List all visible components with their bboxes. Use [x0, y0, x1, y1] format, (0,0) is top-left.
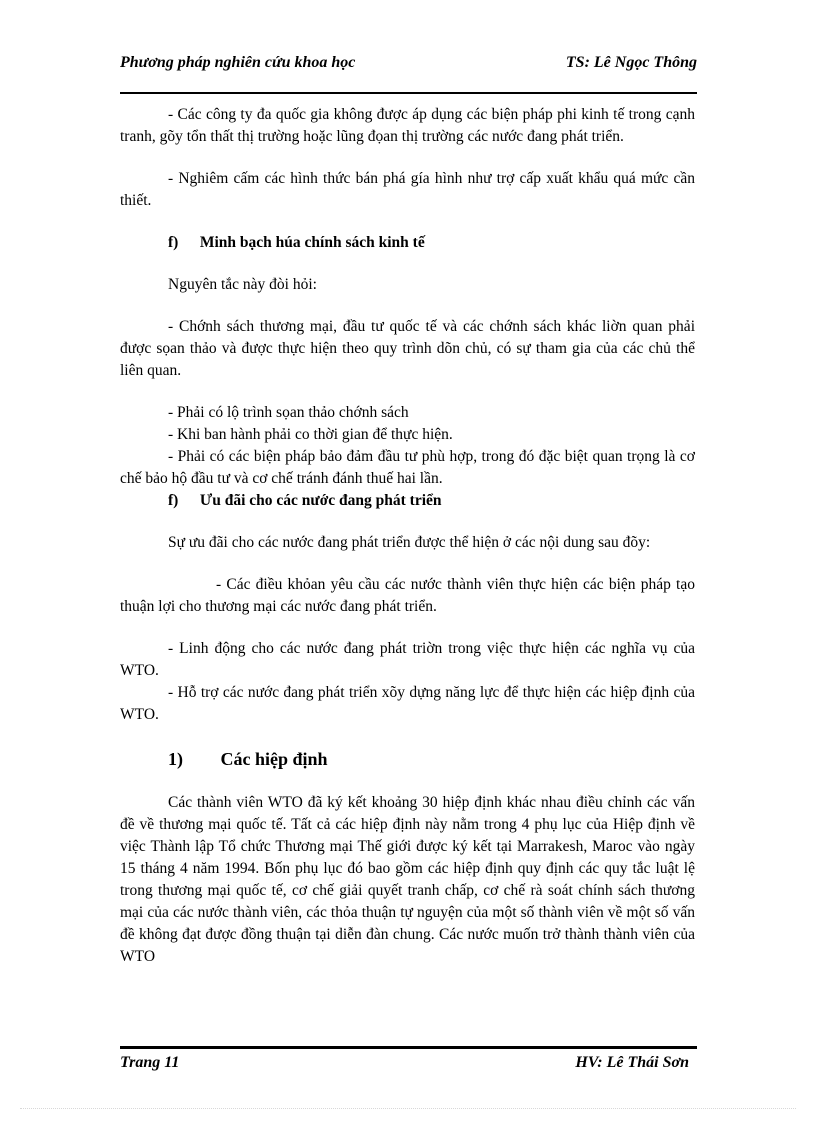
heading-transparency	[120, 232, 695, 254]
paragraph-preferences-intro: Sự ưu đãi cho các nước đang phát triển được thể hiện ở các nội dung sau đõy:	[168, 534, 651, 551]
section-heading-agreements	[120, 746, 695, 772]
header-course-title: Phương pháp nghiên cứu khoa học	[120, 54, 356, 71]
paragraph-wto-agreements: Các thành viên WTO đã ký kết khoảng 30 hiệp định khác nhau điều chỉnh các vấn đề về thương mại quốc tế. Tất cả các hiệp định này nằm trong 4 phụ lục của Hiệp định về việc Thành lập Tổ chức Thương mại Thế giới được ký kết tại Marrakesh, Maroc vào ngày 15 tháng 4 năm 1994. Bốn phụ lục đó bao gồm các hiệp định quy định các quy tắc luật lệ trong thương mại quốc tế, cơ chế giải quyết tranh chấp, cơ chế rà soát chính sách thương mại của các nước thành viên, các thỏa thuận tự nguyện của một số thành viên về một số vấn đề không đạt được đồng thuận tại diễn đàn chung. Các nước muốn trở thành thành viên của WTO	[120, 794, 695, 965]
header-author: TS: Lê Ngọc Thông	[565, 54, 697, 71]
paragraph-time-to-implement: - Khi ban hành phải co thời gian để thực hiện.	[168, 426, 453, 443]
page-header	[120, 50, 697, 80]
footer-page-number: Trang 11	[120, 1054, 180, 1071]
heading-developing-text: Ưu đãi cho các nước đang phát triển	[199, 492, 442, 509]
paragraph-trade-policy: - Chớnh sách thương mại, đầu tư quốc tế và các chớnh sách khác liờn quan phải được sọan thảo và được thực hiện theo quy trình dõn chủ, có sự tham gia của các chủ thể liên quan.	[120, 318, 695, 379]
page-body	[120, 104, 695, 968]
paragraph-facilitation-clauses: - Các điều khỏan yêu cầu các nước thành viên thực hiện các biện pháp tạo thuận lợi cho thương mại các nước đang phát triển.	[120, 576, 695, 615]
header-rule	[120, 92, 697, 94]
paragraph-capacity-building: - Hỗ trợ các nước đang phát triển xõy dựng năng lực để thực hiện các hiệp định của WTO.	[120, 684, 695, 723]
footer-rule	[120, 1046, 697, 1049]
footer-student-name: HV: Lê Thái Sơn	[575, 1054, 689, 1071]
heading-developing-preferences	[120, 490, 695, 512]
paragraph-dumping-ban: - Nghiêm cấm các hình thức bán phá gía hình như trợ cấp xuất khẩu quá mức cần thiết.	[120, 170, 695, 209]
paragraph-flexibility: - Linh động cho các nước đang phát triờn trong việc thực hiện các nghĩa vụ của WTO.	[120, 640, 695, 679]
heading-transparency-number: f)	[168, 234, 179, 251]
heading-transparency-text: Minh bạch húa chính sách kinh tế	[199, 234, 425, 251]
paragraph-principle-requires: Nguyên tắc này đòi hỏi:	[168, 276, 317, 293]
section-number: 1)	[168, 749, 183, 769]
paragraph-investment-protection: - Phải có các biện pháp bảo đảm đầu tư phù hợp, trong đó đặc biệt quan trọng là cơ chế bảo hộ đầu tư và cơ chế tránh đánh thuế hai lần.	[120, 448, 695, 487]
heading-developing-number: f)	[168, 492, 179, 509]
page-edge-divider	[20, 1108, 796, 1109]
paragraph-multinational-rule: - Các công ty đa quốc gia không được áp dụng các biện pháp phi kinh tế trong cạnh tranh, gõy tổn thất thị trường hoặc lũng đọan thị trường các nước đang phát triển.	[120, 106, 695, 145]
paragraph-roadmap: - Phải có lộ trình sọan thảo chớnh sách	[168, 404, 409, 421]
section-title-text: Các hiệp định	[220, 749, 328, 769]
